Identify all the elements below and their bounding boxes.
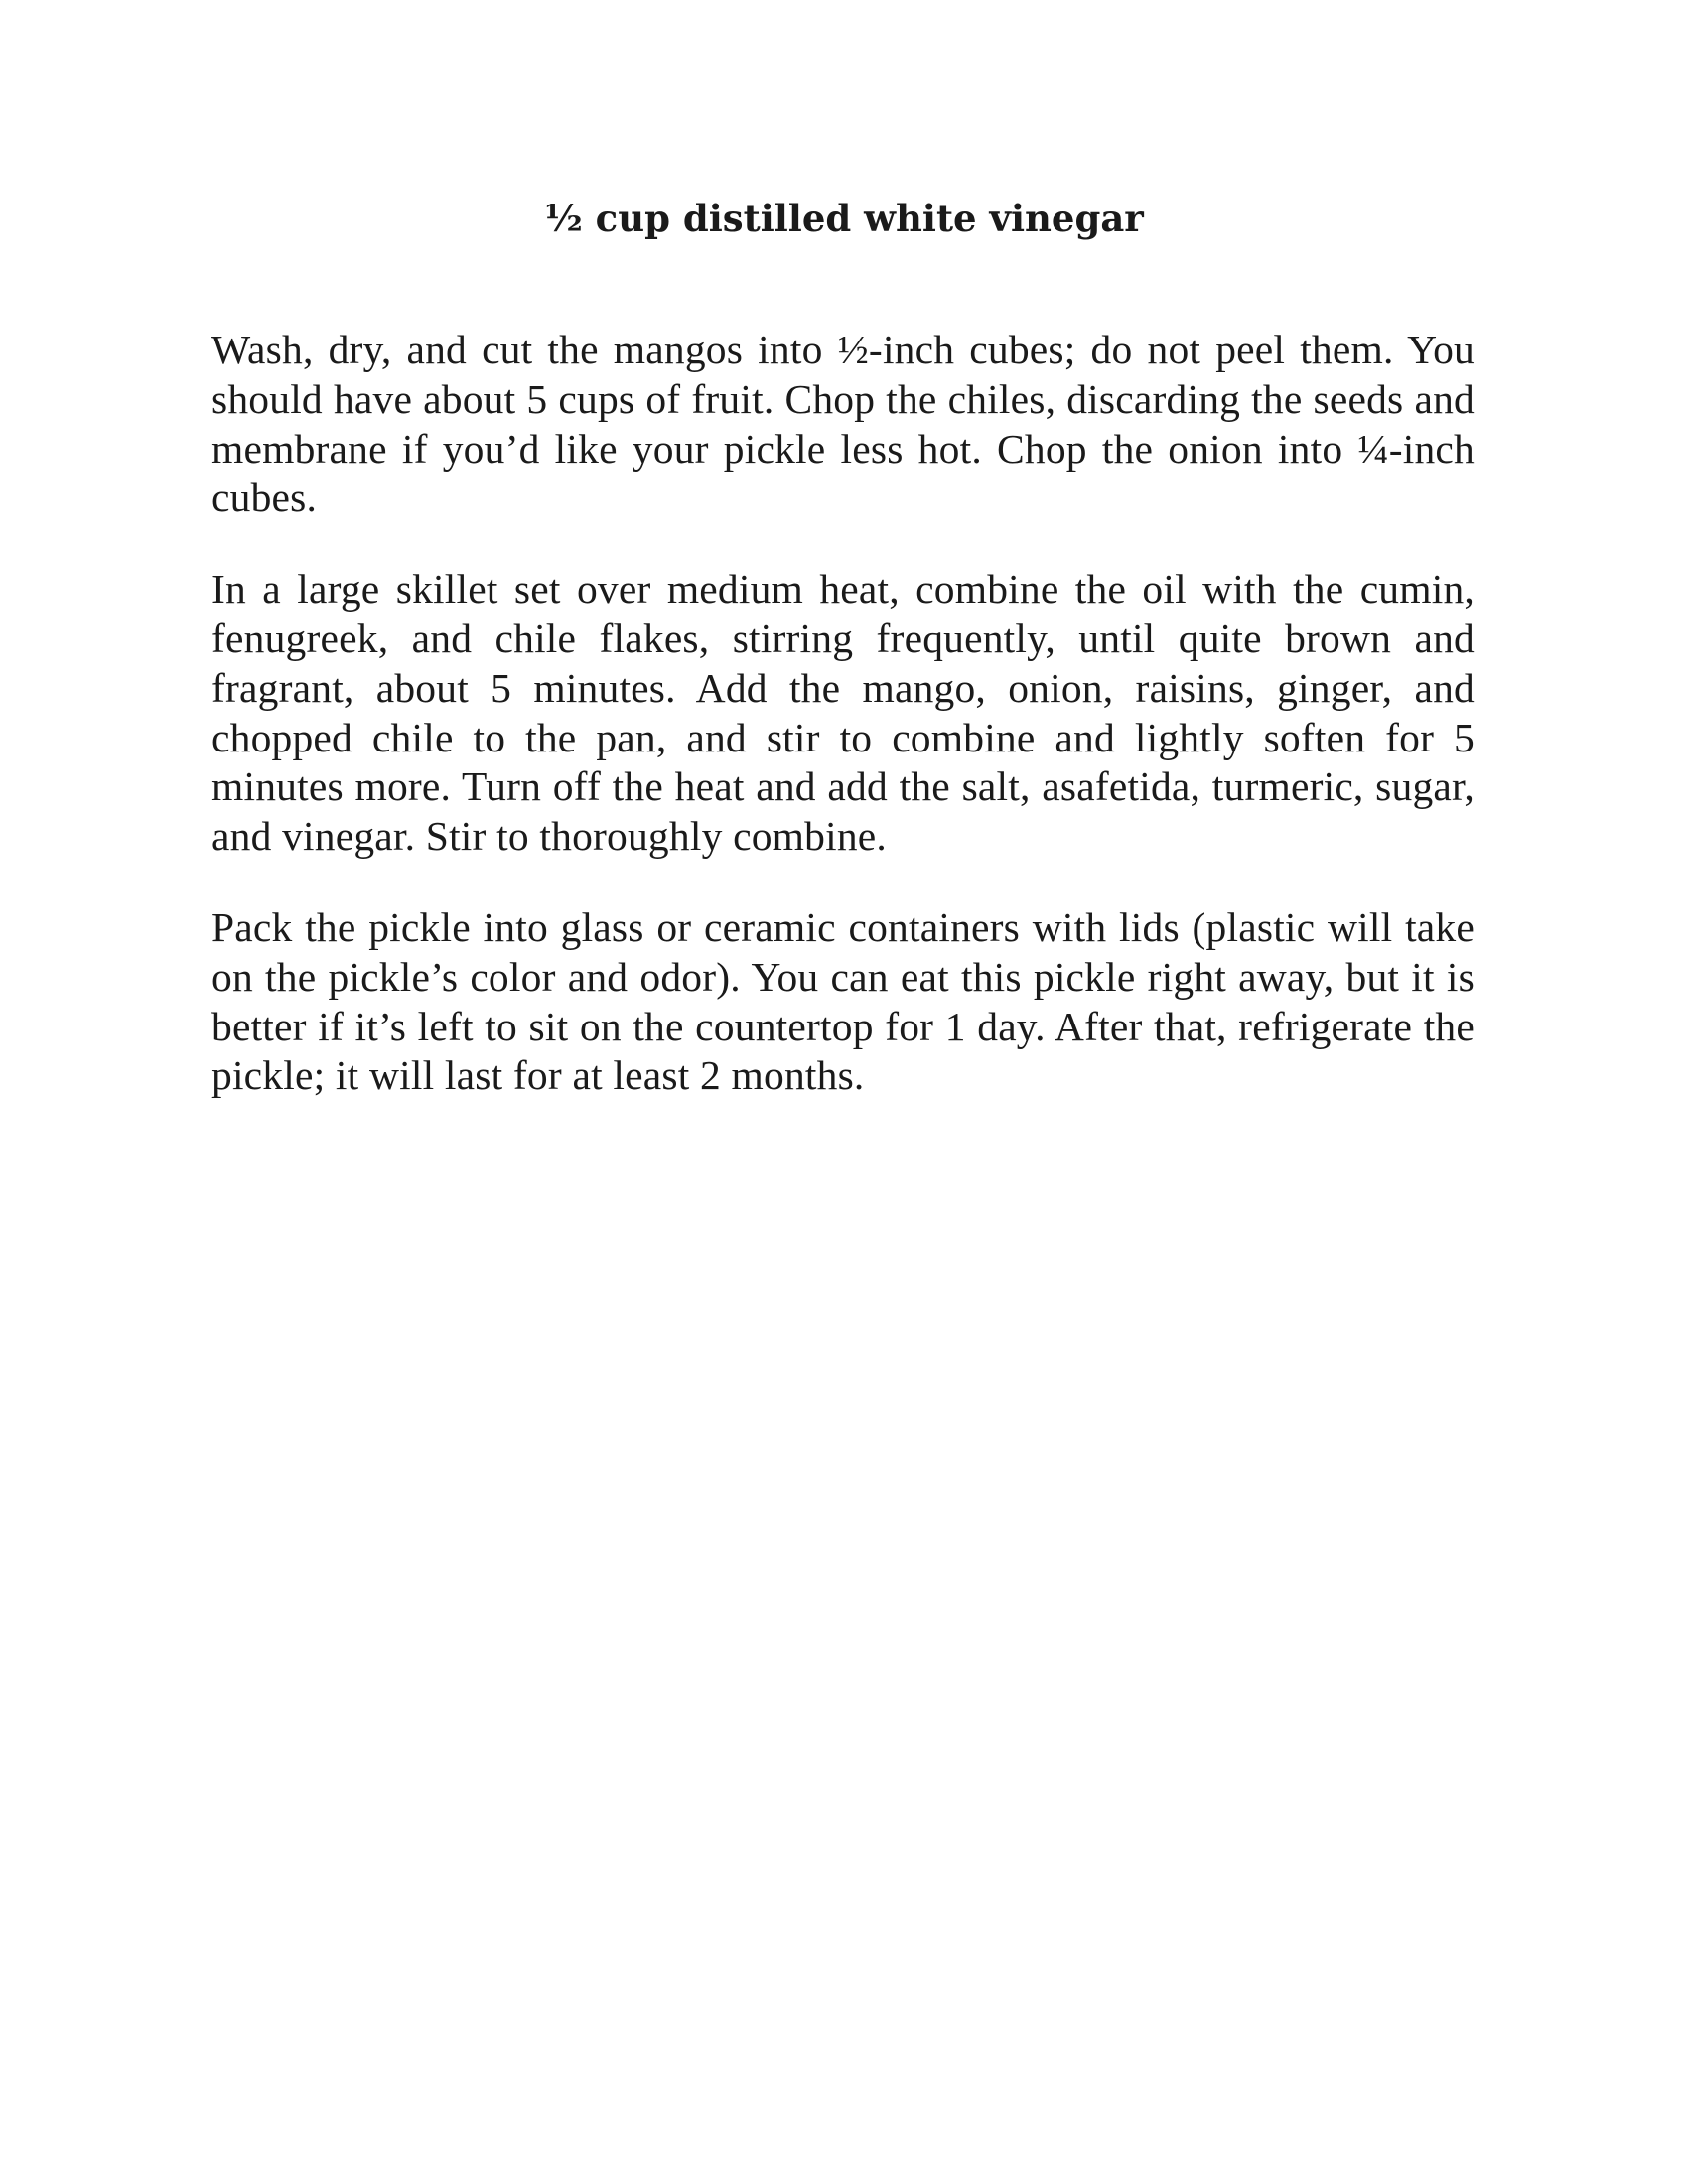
instruction-paragraph-storage: Pack the pickle into glass or ceramic containers with lids (plastic will take on the pickle’s color and odor). You can eat this pickle right away, but it is better if it’s left to sit on the countertop for 1 day. After that, refrigerate the pickle; it will last for at least 2 months. [211, 903, 1475, 1099]
instructions [211, 326, 1475, 1143]
instruction-paragraph-cook: In a large skillet set over medium heat, combine the oil with the cumin, fenugreek, and chile flakes, stirring frequently, until quite brown and fragrant, about 5 minutes. Add the mango, onion, raisins, ginger, and chopped chile to the pan, and stir to combine and lightly soften for 5 minutes more. Turn off the heat and add the salt, asafetida, turmeric, sugar, and vinegar. Stir to thoroughly combine. [211, 566, 1475, 860]
instruction-paragraph-prep: Wash, dry, and cut the mangos into ½-inch cubes; do not peel them. You should have about 5 cups of fruit. Chop the chiles, discarding the seeds and membrane if you’d like your pickle less hot. Chop the onion into ¼-inch cubes. [211, 327, 1475, 521]
ingredient-line: ½ cup distilled white vinegar [544, 197, 1144, 240]
